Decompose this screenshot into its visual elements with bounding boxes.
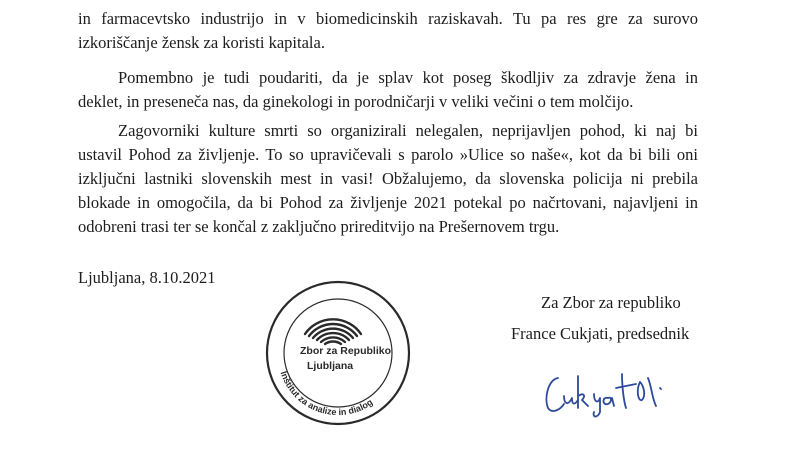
paragraph-line: in farmacevtsko industrijo in v biomedicinskih raziskavah. Tu pa res gre za surovo xyxy=(78,9,698,28)
stamp-ring-textpath: Inštitut za analize in dialog xyxy=(278,369,375,418)
paragraph-2 xyxy=(78,66,698,114)
paragraph-line: Pomembno je tudi poudariti, da je splav kot poseg škodljiv za zdravje žena in xyxy=(118,68,698,87)
organization-stamp xyxy=(263,278,413,428)
paragraph-line: odobreni trasi ter se končal z zaključno prireditvijo na Prešernovem trgu. xyxy=(78,217,560,236)
stamp-org-name: Zbor za Republiko xyxy=(300,345,392,357)
paragraph-line: blokade in omogočila, da bi Pohod za življenje 2021 potekal po načrtovani, najavljeni in xyxy=(78,193,698,212)
signatory-organization: Za Zbor za republiko xyxy=(541,293,681,312)
paragraph-line: ustavil Pohod za življenje. To so upravičevali s parolo »Ulice so naše«, kot da bi bili oni xyxy=(78,145,698,164)
handwritten-signature xyxy=(540,368,675,420)
paragraph-line: Zagovorniki kulture smrti so organizirali nelegalen, neprijavljen pohod, ki naj bi xyxy=(118,121,698,140)
stamp-logo-arcs xyxy=(305,319,361,344)
stamp-city: Ljubljana xyxy=(307,360,354,372)
stamp-ring-text xyxy=(279,370,375,417)
paragraph-line: izkoriščanje žensk za koristi kapitala. xyxy=(78,33,325,52)
dateline: Ljubljana, 8.10.2021 xyxy=(78,268,216,287)
paragraph-line: deklet, in preseneča nas, da ginekologi in porodničarji v veliki večini o tem molčijo. xyxy=(78,92,634,111)
paragraph-1 xyxy=(78,7,698,55)
signatory-name: France Cukjati, predsednik xyxy=(511,324,690,343)
paragraph-line: izključni lastniki slovenskih mest in vasi! Obžalujemo, da slovenska policija ni prebila xyxy=(78,169,698,188)
paragraph-3 xyxy=(78,119,698,239)
